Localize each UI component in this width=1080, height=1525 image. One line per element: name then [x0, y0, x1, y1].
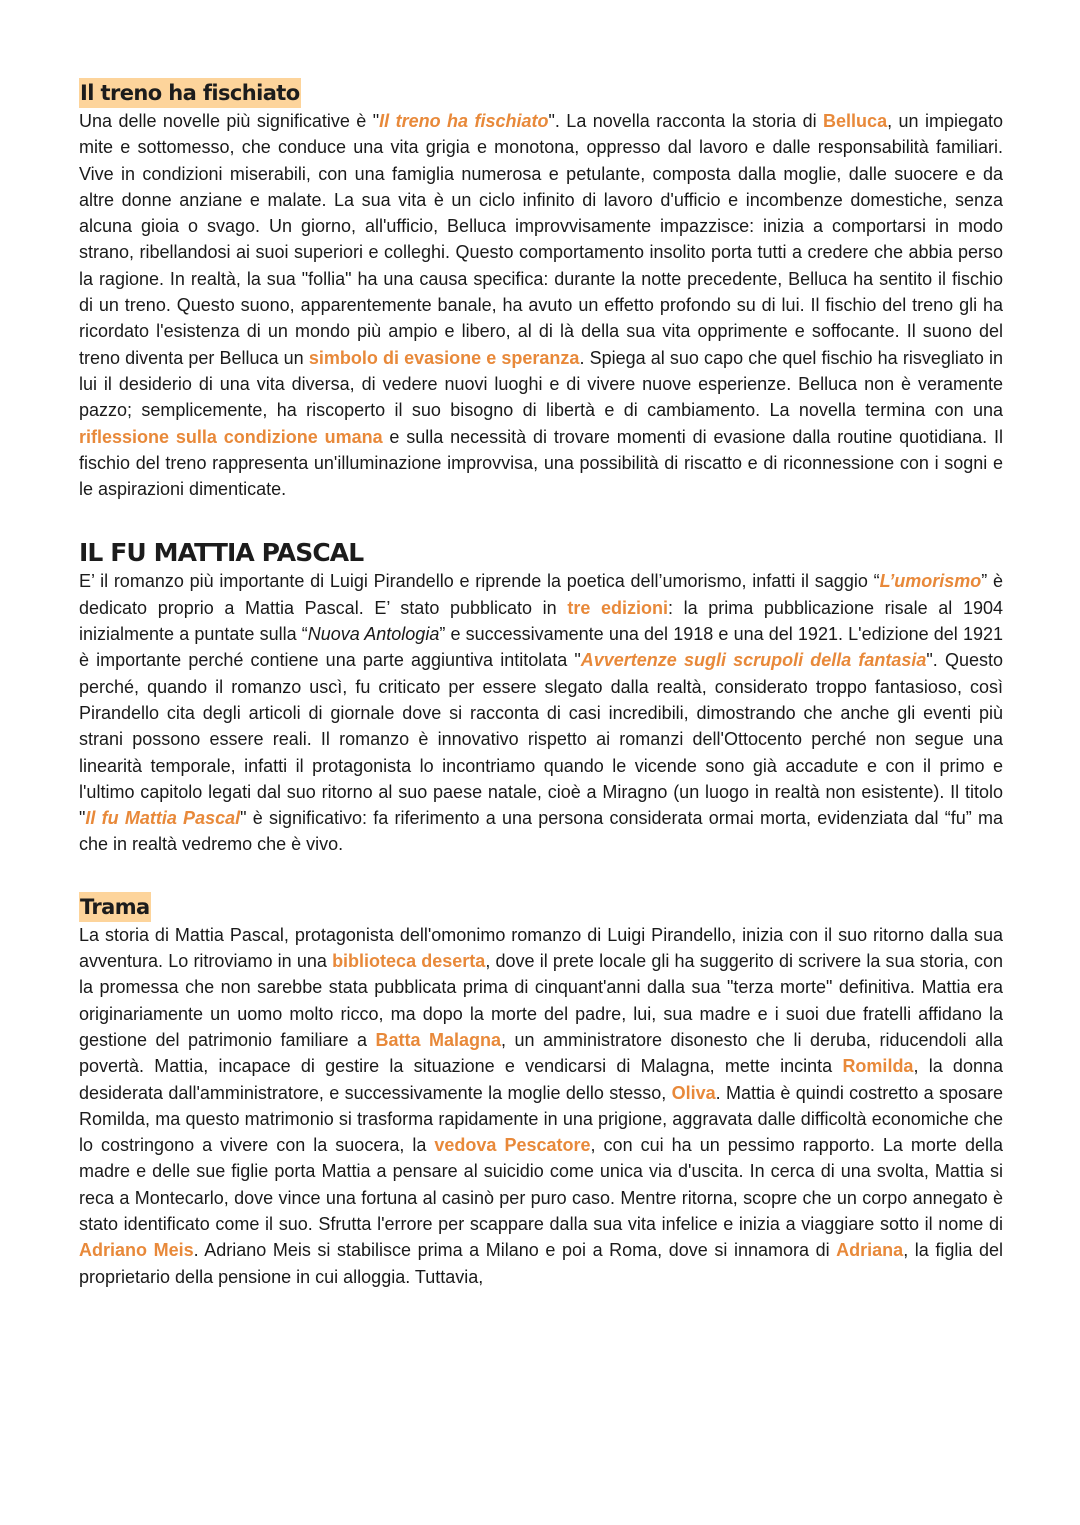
- text-run: , la figlia del proprietario della pensione in cui alloggia. Tuttavia,: [79, 1240, 1003, 1287]
- text-run: Una delle novelle più significative è ": [79, 111, 380, 131]
- text-run: , un impiegato mite e sottomesso, che conduce una vita grigia e monotona, oppresso dal lavoro e dalle responsabilità familiari. Vive in condizioni miserabili, con una famiglia numerosa e petulante, composta dalla moglie, dalle suocere e da altre donne anziane e malate. La sua vita è un ciclo infinito di lavoro d'ufficio e incombenze domestiche, senza alcuna gioia o svago. Un giorno, all'ufficio, Belluca improvvisamente impazzisce: inizia a comportarsi in modo strano, ribellandosi ai suoi superiori e colleghi. Questo comportamento insolito porta tutti a credere che abbia perso la ragione. In realtà, la sua "follia" ha una causa specifica: durante la notte precedente, Belluca ha sentito il fischio di un treno. Questo suono, apparentemente banale, ha avuto un effetto profondo su di lui. Il fischio del treno gli ha ricordato l'esistenza di un mondo più ampio e libero, al di là della sua vita opprimente e soffocante. Il suono del treno diventa per Belluca un: [79, 111, 1004, 368]
- document-page: [79, 78, 1003, 1290]
- section-heading: Il treno ha fischiato: [79, 78, 301, 108]
- section-paragraph: [79, 568, 1003, 857]
- text-run: e sulla necessità di trovare momenti di evasione dalla routine quotidiana. Il fischio del treno rappresenta un'illuminazione improvvisa, una possibilità di riscatto e di riconnessione con i sogni e le aspirazioni dimenticate.: [79, 426, 1003, 500]
- text-run: . Adriano Meis si stabilisce prima a Milano e poi a Roma, dove si innamora di: [193, 1240, 837, 1261]
- text-run: : la prima pubblicazione risale al 1904 inizialmente a puntate sulla “: [79, 597, 1003, 645]
- section-trama: [79, 892, 1003, 1290]
- text-run: , dove il prete locale gli ha suggerito di scrivere la sua storia, con la promessa che non sarebbe stata pubblicata prima di cinquant'anni dalla sua "terza morte" definitiva. Mattia era originariamente un uomo molto ricco, ma dopo la morte del padre, lui, sua madre e i suoi due fratelli affidano la gestione del patrimonio familiare a: [79, 951, 1003, 1050]
- highlighted-phrase: biblioteca deserta: [332, 951, 486, 972]
- highlighted-phrase: simbolo di evasione e speranza: [308, 347, 580, 368]
- text-run: , la donna desiderata dall'amministratore, e successivamente la moglie dello stesso,: [79, 1056, 1003, 1103]
- text-run: E’ il romanzo più importante di Luigi Pirandello e riprende la poetica dell’umorismo, infatti il saggio “: [79, 571, 880, 592]
- highlighted-name: Belluca: [823, 111, 888, 131]
- section-treno-ha-fischiato: [79, 78, 1003, 502]
- highlighted-name: Adriana: [836, 1240, 904, 1261]
- text-run: La storia di Mattia Pascal, protagonista dell'omonimo romanzo di Luigi Pirandello, inizia con il suo ritorno dalla sua avventura. Lo ritroviamo in una: [79, 924, 1003, 972]
- highlighted-phrase: riflessione sulla condizione umana: [79, 426, 383, 447]
- text-run: ” è dedicato proprio a Mattia Pascal. E’ stato pubblicato in: [79, 571, 1003, 618]
- highlighted-phrase: tre edizioni: [567, 597, 668, 618]
- section-heading: Trama: [79, 892, 151, 922]
- highlighted-name: Batta Malagna: [375, 1029, 501, 1050]
- text-run: ". La novella racconta la storia di: [548, 111, 824, 131]
- text-run: " è significativo: fa riferimento a una persona considerata ormai morta, evidenziata dal “fu” ma che in realtà vedremo che è vivo.: [79, 808, 1003, 855]
- highlighted-title: Il treno ha fischiato: [379, 111, 549, 131]
- text-run: . Spiega al suo capo che quel fischio ha risvegliato in lui il desiderio di una vita diversa, di vedere nuovi luoghi e di vivere nuove esperienze. Belluca non è veramente pazzo; semplicemente, ha riscoperto il suo bisogno di libertà e di cambiamento. La novella termina con una: [79, 347, 1003, 421]
- text-run: , con cui ha un pessimo rapporto. La morte della madre e delle sue figlie porta Mattia a pensare al suicidio come unica via d'uscita. In cerca di una svolta, Mattia si reca a Montecarlo, dove vince una fortuna al casinò per puro caso. Mentre ritorna, scopre che un corpo annegato è stato identificato come il suo. Sfrutta l'errore per scappare dalla sua vita infelice e inizia a viaggiare sotto il nome di: [79, 1135, 1003, 1234]
- highlighted-name: vedova Pescatore: [434, 1135, 591, 1156]
- highlighted-name: Oliva: [671, 1082, 716, 1103]
- section-il-fu-mattia-pascal: [79, 538, 1003, 857]
- section-paragraph: [79, 922, 1003, 1290]
- text-run: . Mattia è quindi costretto a sposare Romilda, ma questo matrimonio si trasforma rapidamente in una prigione, aggravata dalle difficoltà economiche che lo costringono a vivere con la suocera, la: [79, 1082, 1003, 1156]
- section-heading: IL FU MATTIA PASCAL: [79, 538, 364, 568]
- highlighted-title: L’umorismo: [879, 571, 982, 592]
- highlighted-title: Avvertenze sugli scrupoli della fantasia: [580, 650, 927, 671]
- text-run: ” e successivamente una del 1918 e una del 1921. L'edizione del 1921 è importante perché contiene una parte aggiuntiva intitolata ": [79, 624, 1003, 671]
- italic-title: Nuova Antologia: [307, 624, 440, 645]
- section-paragraph: [79, 108, 1003, 502]
- highlighted-name: Adriano Meis: [79, 1240, 194, 1261]
- text-run: , un amministratore disonesto che li deruba, riducendoli alla povertà. Mattia, incapace di gestire la situazione e vendicarsi di Malagna, mette incinta: [79, 1029, 1003, 1077]
- highlighted-name: Romilda: [842, 1056, 914, 1077]
- highlighted-title: Il fu Mattia Pascal: [85, 808, 241, 829]
- text-run: ". Questo perché, quando il romanzo uscì, fu criticato per essere slegato dalla realtà, considerato troppo fantasioso, così Pirandello cita degli articoli di giornale dove si racconta di casi incredibili, dimostrando che anche gli eventi più strani possono essere reali. Il romanzo è innovativo rispetto ai romanzi dell'Ottocento perché non segue una linearità temporale, infatti il protagonista lo incontriamo quando le vicende sono già accadute e con il primo e l'ultimo capitolo legati dal suo ritorno al suo paese natale, cioè a Miragno (un luogo in realtà non esistente). Il titolo ": [79, 650, 1003, 829]
